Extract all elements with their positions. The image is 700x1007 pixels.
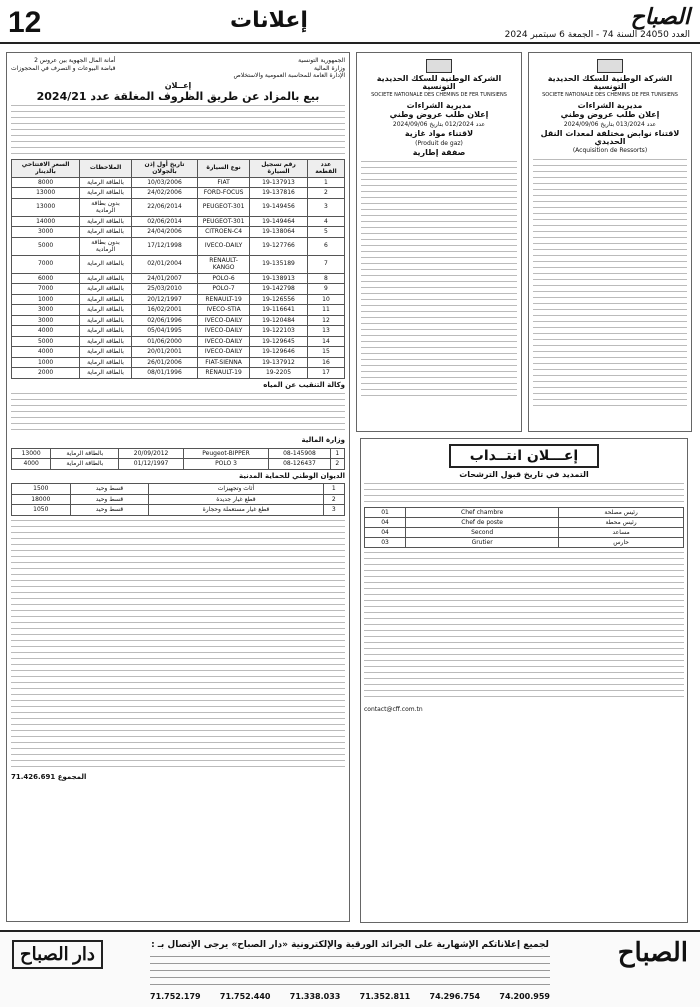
department: مديرية الشراءات (406, 100, 472, 110)
table-cell: IVECO-DAILY (198, 336, 250, 347)
table-cell: 24/04/2006 (131, 227, 197, 238)
table-cell: 1 (330, 448, 344, 459)
tender-ad-gas (356, 52, 522, 432)
table-cell: 14000 (12, 216, 80, 227)
vehicle-row (12, 177, 345, 188)
table-cell: بالطاقة الرماية (51, 448, 119, 459)
page-number: 12 (8, 6, 42, 39)
table-cell: 9 (307, 284, 344, 295)
ministry-name: وزارة المالية (313, 64, 345, 72)
table-cell: 20/12/1997 (131, 294, 197, 305)
footer-phones (150, 992, 550, 1001)
table-cell: 20/01/2001 (131, 347, 197, 358)
table-cell: 8 (307, 273, 344, 284)
company-name: الشركة الوطنية للسكك الحديدية التونسية (547, 74, 673, 91)
table-cell: POLO 3 (183, 459, 268, 470)
recruitment-ad (360, 438, 688, 923)
column-header: تاريخ أول إذن بالجولان (131, 159, 197, 177)
table-cell: 19-129646 (250, 347, 308, 358)
table-cell: 04 (365, 518, 406, 528)
table-cell: 2 (330, 459, 344, 470)
table-cell: بالطاقة الرماية (51, 459, 119, 470)
table-cell: Chef de poste (406, 518, 559, 528)
desk-name: قباضة البيوعات و التصرف في المحجوزات (11, 64, 116, 72)
table-cell: Second (406, 528, 559, 538)
table-cell: بدون بطاقة الرمادية (80, 198, 132, 216)
section-body (11, 393, 345, 433)
misc-row (12, 505, 345, 516)
column-header: رقم تسجيل السيارة (250, 159, 308, 177)
table-cell: 16/02/2001 (131, 305, 197, 316)
table-cell: Grutier (406, 538, 559, 548)
tender-title: إعلان طلب عروض وطني (560, 110, 660, 119)
table-cell: 10 (307, 294, 344, 305)
table-cell: 17/12/1998 (131, 237, 197, 255)
vehicle-row (12, 326, 345, 337)
table-cell: 19-116641 (250, 305, 308, 316)
phone-number: 74.200.959 (499, 992, 550, 1001)
table-cell: قسط وحيد (70, 505, 149, 516)
sncft-logo (597, 59, 623, 73)
section-heading: وكالة التنقيب عن المياه (263, 380, 345, 389)
table-cell: RENAULT-KANGO (198, 255, 250, 273)
table-cell: 5000 (12, 237, 80, 255)
table-cell: 2000 (12, 368, 80, 379)
table-cell: PEUGEOT-301 (198, 198, 250, 216)
table-cell: 22/06/2014 (131, 198, 197, 216)
misc-row (12, 494, 345, 505)
misc-table (11, 483, 345, 516)
footer-brand: الصباح (617, 938, 688, 967)
table-cell: 19-149456 (250, 198, 308, 216)
table-cell: بالطاقة الرماية (80, 255, 132, 273)
table-cell: 1000 (12, 294, 80, 305)
position-row (365, 508, 684, 518)
table-cell: FIAT (198, 177, 250, 188)
footer-contact-lines (150, 956, 550, 986)
section-title: إعلانات (230, 8, 308, 33)
tender-subject-fr: (Produit de gaz) (415, 139, 463, 147)
footer-brand-2: دار الصباح (12, 940, 103, 969)
table-cell: 6 (307, 237, 344, 255)
table-cell: 19-120484 (250, 315, 308, 326)
table-cell: رئيس مصلحة (559, 508, 684, 518)
tender-body (533, 159, 687, 409)
table-cell: بالطاقة الرماية (80, 357, 132, 368)
vehicle-row (12, 188, 345, 199)
vehicle-row (12, 216, 345, 227)
auction-headline: بيع بالمزاد عن طريق الظروف المغلقة عدد 2024/21 (36, 90, 320, 103)
table-cell: 03 (365, 538, 406, 548)
table-cell: 19-137912 (250, 357, 308, 368)
table-cell: 3000 (12, 227, 80, 238)
table-cell: 4000 (12, 459, 51, 470)
position-row (365, 518, 684, 528)
vehicle-row (12, 305, 345, 316)
table-cell: 1000 (12, 357, 80, 368)
table-cell: 08-145908 (269, 448, 330, 459)
table-cell: حارس (559, 538, 684, 548)
vehicle-row (12, 336, 345, 347)
table-cell: 2 (307, 188, 344, 199)
table-cell: FIAT-SIENNA (198, 357, 250, 368)
table-cell: 15 (307, 347, 344, 358)
table-cell: بالطاقة الرماية (80, 294, 132, 305)
table-cell: 13000 (12, 448, 51, 459)
table-cell: بالطاقة الرماية (80, 347, 132, 358)
section-heading: وزارة المالية (301, 436, 345, 444)
vehicle-row (12, 255, 345, 273)
table-cell: 12 (307, 315, 344, 326)
column-header: السعر الافتتاحي بالدينار (12, 159, 80, 177)
table-cell: 05/04/1995 (131, 326, 197, 337)
table-cell: بالطاقة الرماية (80, 336, 132, 347)
footer-title: لجميع إعلاناتكم الإشهارية على الجرائد الورقية والإلكترونية «دار الصباح» يرجى الإتصال بـ : (151, 940, 549, 950)
auction-ad (6, 52, 350, 922)
table-cell: بالطاقة الرماية (80, 315, 132, 326)
vehicle-row (12, 198, 345, 216)
tender-note: صفقة إطارية (412, 148, 466, 157)
table-cell: 3 (323, 505, 344, 516)
table-cell: 01 (365, 508, 406, 518)
table-cell: 01/06/2000 (131, 336, 197, 347)
table-cell: قسط وحيد (70, 484, 149, 495)
table-cell: 13000 (12, 198, 80, 216)
admin-name: الإدارة العامة للمحاسبة العمومية والاستخلاص (233, 72, 345, 79)
company-name-fr: SOCIETE NATIONALE DES CHEMINS DE FER TUNISIENS (542, 92, 678, 98)
table-cell: 02/06/2014 (131, 216, 197, 227)
table-cell: 08/01/1996 (131, 368, 197, 379)
recruitment-title: إعـــلان انتــداب (449, 444, 599, 468)
page-footer (0, 930, 700, 1007)
vehicles-table-2 (11, 448, 345, 470)
table-cell: 19-149464 (250, 216, 308, 227)
tender-ref: عدد 012/2024 بتاريخ 2024/09/06 (392, 120, 486, 128)
table-cell: قسط وحيد (70, 494, 149, 505)
table-cell: 19-135189 (250, 255, 308, 273)
table-cell: 25/03/2010 (131, 284, 197, 295)
table-cell: PEUGEOT-301 (198, 216, 250, 227)
table-cell: IVECO-DAILY (198, 315, 250, 326)
table-cell: 7000 (12, 284, 80, 295)
table-cell: 3000 (12, 315, 80, 326)
vehicle-row (12, 368, 345, 379)
recruitment-body (364, 552, 684, 702)
table-cell: 13 (307, 326, 344, 337)
table-cell: 4000 (12, 326, 80, 337)
recruitment-subtitle: التمديد في تاريخ قبول الترشحات (459, 470, 589, 479)
table-cell: 19-127766 (250, 237, 308, 255)
table-cell: 1500 (12, 484, 71, 495)
table-cell: بدون بطاقة الرمادية (80, 237, 132, 255)
column-header: عدد القطعة (307, 159, 344, 177)
newspaper-brand: الصباح (630, 4, 690, 29)
table-cell: 3 (307, 198, 344, 216)
table-cell: 19-126556 (250, 294, 308, 305)
vehicle-row (12, 273, 345, 284)
positions-table (364, 507, 684, 548)
position-row (365, 528, 684, 538)
table-cell: 11 (307, 305, 344, 316)
table-cell: 19-138913 (250, 273, 308, 284)
total-label: المجموع (57, 772, 87, 781)
tender-body (361, 161, 517, 401)
table-cell: بالطاقة الرماية (80, 326, 132, 337)
table-cell: بالطاقة الرماية (80, 227, 132, 238)
table-cell: POLO-7 (198, 284, 250, 295)
tender-subject-fr: (Acquisition de Ressorts) (572, 147, 648, 154)
table-cell: 6000 (12, 273, 80, 284)
auction-intro (11, 105, 345, 155)
total-value: 71.426.691 (11, 772, 56, 781)
column-header: الملاحظات (80, 159, 132, 177)
table-cell: RENAULT-19 (198, 294, 250, 305)
table-cell: 19-138064 (250, 227, 308, 238)
vehicle-row (12, 237, 345, 255)
table-cell: 4000 (12, 347, 80, 358)
table-cell: 19-137816 (250, 188, 308, 199)
table-cell: 5000 (12, 336, 80, 347)
auction-conditions (11, 520, 345, 770)
table-cell: 7000 (12, 255, 80, 273)
table-cell: 26/01/2006 (131, 357, 197, 368)
table-cell: IVECO-DAILY (198, 326, 250, 337)
table-cell: 08-126437 (269, 459, 330, 470)
vehicle-row (12, 284, 345, 295)
table-cell: 18000 (12, 494, 71, 505)
vehicle-row (12, 227, 345, 238)
vehicle-row (12, 357, 345, 368)
table-cell: 2 (323, 494, 344, 505)
table-cell: قطع غيار جديدة (149, 494, 323, 505)
table-cell: 24/02/2006 (131, 188, 197, 199)
company-name: الشركة الوطنية للسكك الحديدية التونسية (376, 74, 502, 91)
vehicle-row (12, 448, 345, 459)
table-cell: 3000 (12, 305, 80, 316)
table-cell: بالطاقة الرماية (80, 177, 132, 188)
vehicles-table (11, 159, 345, 379)
auction-title: إعــلان (164, 80, 192, 90)
table-cell: 16 (307, 357, 344, 368)
vehicle-row (12, 347, 345, 358)
table-cell: RENAULT-19 (198, 368, 250, 379)
issue-line: العدد 24050 السنة 74 - الجمعة 6 سبتمبر 2024 (504, 30, 690, 40)
table-cell: 17 (307, 368, 344, 379)
position-row (365, 538, 684, 548)
table-cell: 8000 (12, 177, 80, 188)
table-cell: 4 (307, 216, 344, 227)
sncft-logo (426, 59, 452, 73)
table-cell: 10/03/2006 (131, 177, 197, 188)
page-header (0, 0, 700, 44)
contact-email: contact@cff.com.tn (364, 706, 423, 713)
phone-number: 71.752.440 (219, 992, 271, 1001)
phone-number: 71.352.811 (359, 992, 411, 1001)
phone-number: 71.752.179 (150, 992, 201, 1001)
table-cell: أثاث وتجهيزات (149, 484, 323, 495)
column-header: نوع السيارة (198, 159, 250, 177)
table-cell: 02/01/2004 (131, 255, 197, 273)
office-name: أمانة المال الجهوية بين عروس 2 (34, 57, 116, 64)
table-cell: 19-137913 (250, 177, 308, 188)
table-cell: بالطاقة الرماية (80, 273, 132, 284)
table-cell: رئيس محطة (559, 518, 684, 528)
section-heading: الديوان الوطني للحماية المدنية (239, 471, 345, 480)
table-cell: بالطاقة الرماية (80, 216, 132, 227)
company-name-fr: SOCIETE NATIONALE DES CHEMINS DE FER TUNISIENS (371, 92, 507, 98)
misc-row (12, 484, 345, 495)
table-cell: 14 (307, 336, 344, 347)
table-cell: 19-142798 (250, 284, 308, 295)
table-cell: 13000 (12, 188, 80, 199)
table-cell: 19-122103 (250, 326, 308, 337)
tender-ad-springs (528, 52, 692, 432)
recruitment-intro (364, 483, 684, 503)
table-cell: 1050 (12, 505, 71, 516)
table-cell: بالطاقة الرماية (80, 284, 132, 295)
table-cell: بالطاقة الرماية (80, 368, 132, 379)
vehicle-row (12, 459, 345, 470)
table-cell: 1 (323, 484, 344, 495)
table-cell: قطع غيار مستعملة وحجارة (149, 505, 323, 516)
phone-number: 74.296.754 (429, 992, 481, 1001)
gov-name: الجمهورية التونسية (298, 57, 345, 64)
tender-ref: عدد 013/2024 بتاريخ 2024/09/06 (563, 120, 657, 128)
table-cell: 5 (307, 227, 344, 238)
table-cell: 24/01/2007 (131, 273, 197, 284)
table-cell: بالطاقة الرماية (80, 305, 132, 316)
tender-subject: لاقتناء نوابض مختلفة لمعدات النقل الحديدي (540, 129, 680, 146)
table-cell: 1 (307, 177, 344, 188)
table-cell: بالطاقة الرماية (80, 188, 132, 199)
table-cell: 7 (307, 255, 344, 273)
table-cell: Peugeot-BIPPER (183, 448, 268, 459)
table-cell: 20/09/2012 (119, 448, 183, 459)
table-cell: 02/06/1996 (131, 315, 197, 326)
table-cell: CITROEN-C4 (198, 227, 250, 238)
department: مديرية الشراءات (577, 100, 643, 110)
table-cell: مساعد (559, 528, 684, 538)
tender-subject: لاقتناء مواد غازية (404, 129, 474, 138)
table-cell: 19-2205 (250, 368, 308, 379)
table-cell: IVECO-STIA (198, 305, 250, 316)
table-cell: POLO-6 (198, 273, 250, 284)
table-cell: Chef chambre (406, 508, 559, 518)
vehicle-row (12, 294, 345, 305)
table-cell: 04 (365, 528, 406, 538)
vehicle-row (12, 315, 345, 326)
table-cell: 19-129645 (250, 336, 308, 347)
table-cell: FORD-FOCUS (198, 188, 250, 199)
table-cell: 01/12/1997 (119, 459, 183, 470)
phone-number: 71.338.033 (289, 992, 341, 1001)
tender-title: إعلان طلب عروض وطني (389, 110, 489, 119)
table-cell: IVECO-DAILY (198, 347, 250, 358)
table-cell: IVECO-DAILY (198, 237, 250, 255)
